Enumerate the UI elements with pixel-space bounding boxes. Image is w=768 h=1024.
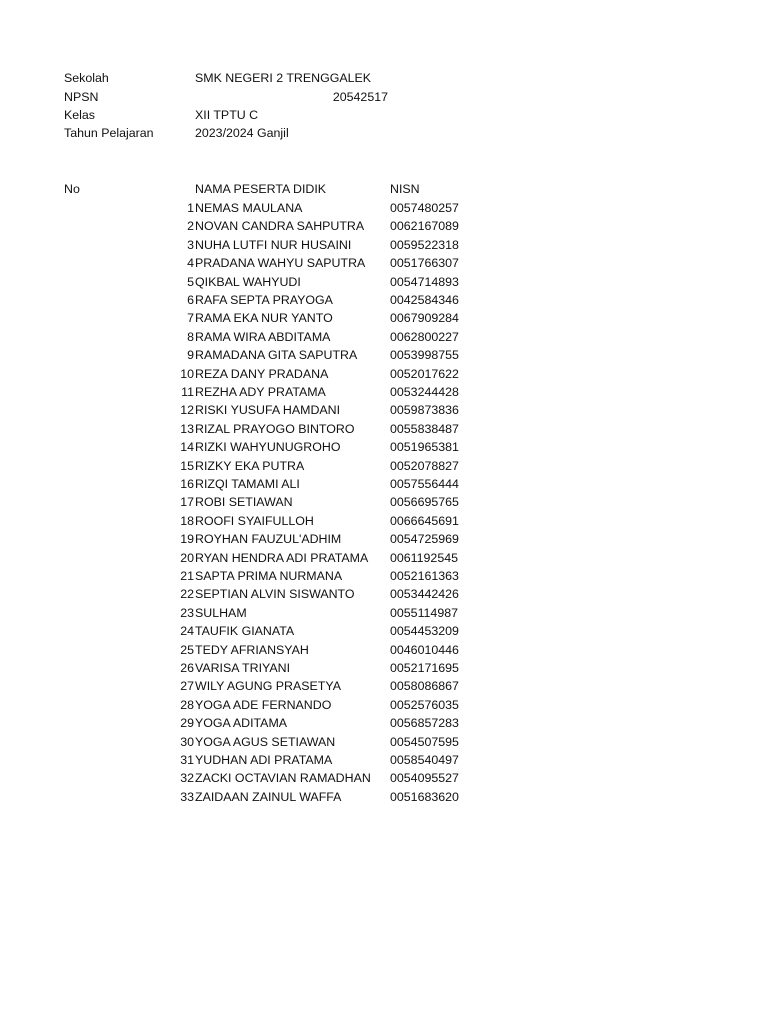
student-nisn: 0051766307 — [390, 256, 459, 270]
row-number: 28 — [180, 698, 194, 712]
table-row — [0, 513, 768, 531]
row-number: 8 — [187, 330, 194, 344]
table-row — [0, 586, 768, 604]
table-row — [0, 494, 768, 512]
table-row — [0, 347, 768, 365]
row-number: 27 — [180, 679, 194, 693]
student-nisn: 0062800227 — [390, 330, 459, 344]
student-nisn: 0054507595 — [390, 735, 459, 749]
student-nisn: 0066645691 — [390, 514, 459, 528]
row-number: 32 — [180, 771, 194, 785]
student-name: YOGA ADE FERNANDO — [195, 698, 332, 712]
student-nisn: 0042584346 — [390, 293, 459, 307]
student-nisn: 0059522318 — [390, 238, 459, 252]
student-name: REZHA ADY PRATAMA — [195, 385, 326, 399]
table-row — [0, 531, 768, 549]
student-name: ZAIDAAN ZAINUL WAFFA — [195, 790, 342, 804]
student-nisn: 0052576035 — [390, 698, 459, 712]
row-number: 9 — [187, 348, 194, 362]
student-nisn: 0051683620 — [390, 790, 459, 804]
student-name: ZACKI OCTAVIAN RAMADHAN — [195, 771, 371, 785]
kelas-value: XII TPTU C — [195, 108, 259, 122]
student-name: SAPTA PRIMA NURMANA — [195, 569, 343, 583]
student-nisn: 0052171695 — [390, 661, 459, 675]
row-number: 19 — [180, 532, 194, 546]
student-nisn: 0056695765 — [390, 495, 459, 509]
student-nisn: 0054725969 — [390, 532, 459, 546]
row-number: 5 — [187, 275, 194, 289]
student-nisn: 0057480257 — [390, 201, 459, 215]
row-number: 29 — [180, 716, 194, 730]
header-name: NAMA PESERTA DIDIK — [195, 182, 327, 196]
student-name: RAMADANA GITA SAPUTRA — [195, 348, 358, 362]
row-number: 10 — [180, 367, 194, 381]
table-row — [0, 715, 768, 733]
table-row — [0, 550, 768, 568]
student-name: NOVAN CANDRA SAHPUTRA — [195, 219, 365, 233]
row-number: 22 — [180, 587, 194, 601]
row-number: 4 — [187, 256, 194, 270]
table-row — [0, 660, 768, 678]
row-number: 11 — [181, 385, 194, 399]
row-number: 14 — [180, 440, 194, 454]
row-number: 7 — [187, 311, 194, 325]
student-name: QIKBAL WAHYUDI — [195, 275, 301, 289]
kelas-label: Kelas — [64, 108, 95, 122]
student-name: RIZKI WAHYUNUGROHO — [195, 440, 341, 454]
table-row — [0, 752, 768, 770]
student-name: RAMA WIRA ABDITAMA — [195, 330, 331, 344]
row-number: 16 — [180, 477, 194, 491]
student-nisn: 0058086867 — [390, 679, 459, 693]
student-nisn: 0054714893 — [390, 275, 459, 289]
table-row — [0, 329, 768, 347]
student-name: RIZAL PRAYOGO BINTORO — [195, 422, 355, 436]
student-nisn: 0053998755 — [390, 348, 459, 362]
student-name: NEMAS MAULANA — [195, 201, 303, 215]
student-nisn: 0067909284 — [390, 311, 459, 325]
student-nisn: 0058540497 — [390, 753, 459, 767]
student-name: RIZQI TAMAMI ALI — [195, 477, 300, 491]
npsn-label: NPSN — [64, 90, 99, 104]
table-row — [0, 439, 768, 457]
tahun-pelajaran-value: 2023/2024 Ganjil — [195, 126, 289, 140]
student-nisn: 0054095527 — [390, 771, 459, 785]
table-row — [0, 605, 768, 623]
row-number: 13 — [180, 422, 194, 436]
student-name: RYAN HENDRA ADI PRATAMA — [195, 551, 369, 565]
table-row — [0, 310, 768, 328]
student-name: SULHAM — [195, 606, 247, 620]
student-nisn: 0061192545 — [390, 551, 458, 565]
table-row — [0, 568, 768, 586]
student-nisn: 0056857283 — [390, 716, 459, 730]
row-number: 17 — [180, 495, 194, 509]
header-nisn: NISN — [390, 182, 420, 196]
row-number: 18 — [180, 514, 194, 528]
table-row — [0, 292, 768, 310]
student-nisn: 0052017622 — [390, 367, 459, 381]
student-name: YOGA ADITAMA — [195, 716, 288, 730]
student-name: ROYHAN FAUZUL'ADHIM — [195, 532, 342, 546]
student-nisn: 0062167089 — [390, 219, 459, 233]
student-nisn: 0051965381 — [390, 440, 459, 454]
student-name: NUHA LUTFI NUR HUSAINI — [195, 238, 352, 252]
table-row — [0, 421, 768, 439]
row-number: 33 — [180, 790, 194, 804]
student-name: TEDY AFRIANSYAH — [195, 643, 309, 657]
row-number: 31 — [180, 753, 194, 767]
student-name: VARISA TRIYANI — [195, 661, 291, 675]
table-row — [0, 366, 768, 384]
table-row — [0, 476, 768, 494]
row-number: 1 — [187, 201, 194, 215]
student-nisn: 0052161363 — [390, 569, 459, 583]
table-row — [0, 623, 768, 641]
table-row — [0, 734, 768, 752]
row-number: 24 — [180, 624, 194, 638]
table-row — [0, 218, 768, 236]
student-nisn: 0053442426 — [390, 587, 459, 601]
row-number: 2 — [187, 219, 194, 233]
student-name: ROBI SETIAWAN — [195, 495, 293, 509]
student-name: SEPTIAN ALVIN SISWANTO — [195, 587, 355, 601]
student-nisn: 0055838487 — [390, 422, 459, 436]
row-number: 25 — [180, 643, 194, 657]
table-row — [0, 642, 768, 660]
student-name: PRADANA WAHYU SAPUTRA — [195, 256, 366, 270]
table-row — [0, 697, 768, 715]
table-row — [0, 237, 768, 255]
student-nisn: 0057556444 — [390, 477, 459, 491]
table-row — [0, 255, 768, 273]
table-row — [0, 678, 768, 696]
tahun-pelajaran-label: Tahun Pelajaran — [64, 126, 154, 140]
student-nisn: 0054453209 — [390, 624, 459, 638]
row-number: 21 — [180, 569, 194, 583]
row-number: 30 — [180, 735, 194, 749]
student-name: RAMA EKA NUR YANTO — [195, 311, 333, 325]
table-row — [0, 770, 768, 788]
table-row — [0, 384, 768, 402]
npsn-value: 20542517 — [332, 90, 388, 104]
row-number: 6 — [187, 293, 194, 307]
student-name: REZA DANY PRADANA — [195, 367, 329, 381]
sekolah-value: SMK NEGERI 2 TRENGGALEK — [195, 71, 372, 85]
student-name: RISKI YUSUFA HAMDANI — [195, 403, 341, 417]
table-row — [0, 274, 768, 292]
student-name: TAUFIK GIANATA — [195, 624, 295, 638]
student-nisn: 0053244428 — [390, 385, 459, 399]
table-row — [0, 789, 768, 807]
row-number: 26 — [180, 661, 194, 675]
header-no: No — [64, 182, 80, 196]
student-name: YUDHAN ADI PRATAMA — [195, 753, 333, 767]
row-number: 23 — [180, 606, 194, 620]
table-row — [0, 458, 768, 476]
student-nisn: 0052078827 — [390, 459, 459, 473]
table-row — [0, 200, 768, 218]
row-number: 15 — [180, 459, 194, 473]
student-nisn: 0046010446 — [390, 643, 459, 657]
student-name: YOGA AGUS SETIAWAN — [195, 735, 336, 749]
student-name: ROOFI SYAIFULLOH — [195, 514, 314, 528]
row-number: 3 — [187, 238, 194, 252]
table-row — [0, 402, 768, 420]
student-name: WILY AGUNG PRASETYA — [195, 679, 341, 693]
sekolah-label: Sekolah — [64, 71, 109, 85]
row-number: 12 — [180, 403, 194, 417]
student-name: RIZKY EKA PUTRA — [195, 459, 305, 473]
student-nisn: 0055114987 — [390, 606, 458, 620]
student-name: RAFA SEPTA PRAYOGA — [195, 293, 333, 307]
row-number: 20 — [180, 551, 194, 565]
student-nisn: 0059873836 — [390, 403, 459, 417]
